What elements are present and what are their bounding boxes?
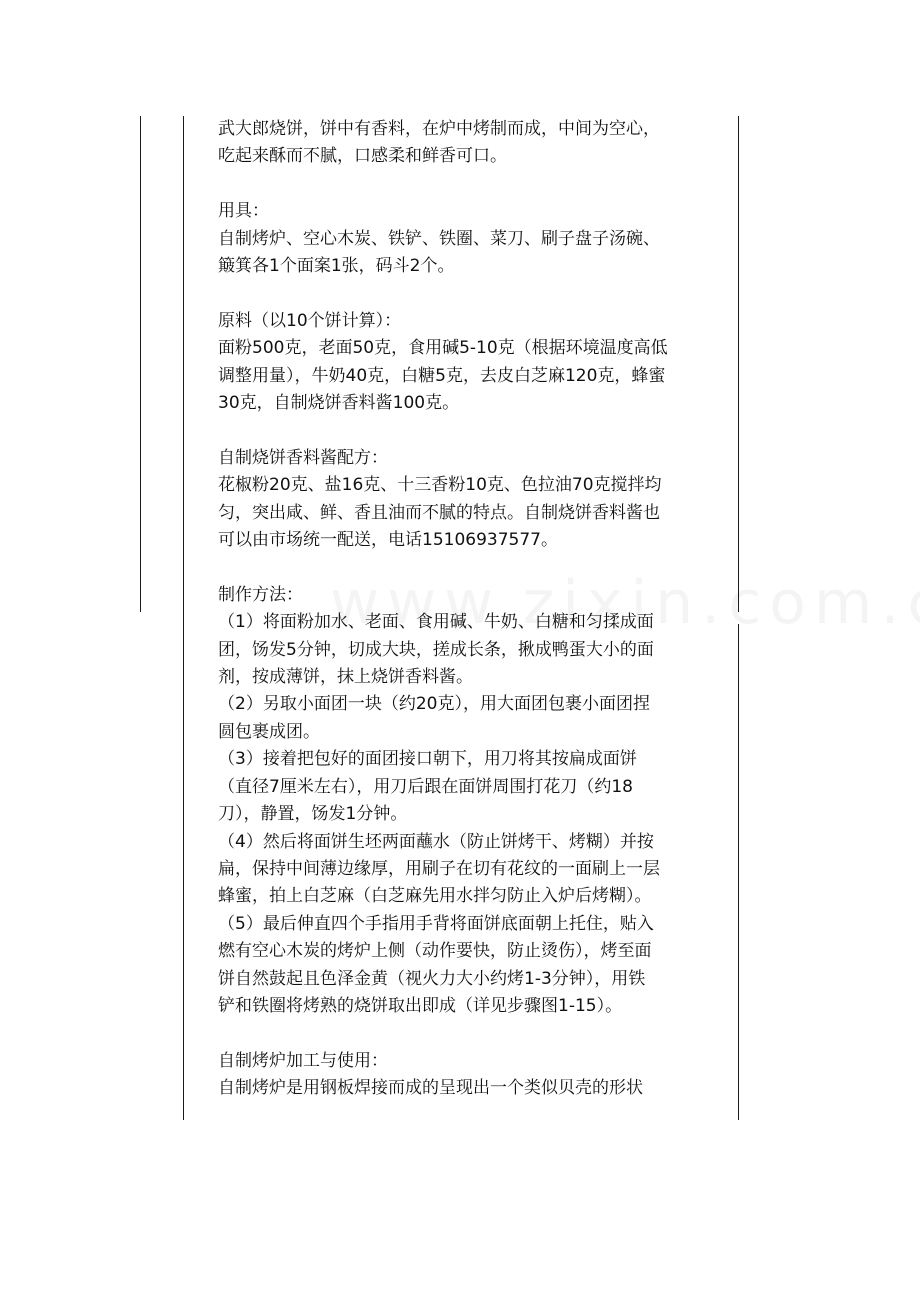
sauce-heading: 自制烧饼香料酱配方： [218, 447, 388, 468]
intro-line: 武大郎烧饼，饼中有香料，在炉中烤制而成，中间为空心， [218, 119, 660, 139]
method-step-line: （2）另取小面团一块（约20克），用大面团包裹小面团捏 [218, 694, 650, 715]
method-step-line: 圆包裹成团。 [218, 721, 320, 742]
method-step-line: 剂，按成薄饼，抹上烧饼香料酱。 [218, 667, 473, 688]
table-border-right-lower [738, 624, 739, 1120]
method-heading: 制作方法： [218, 584, 303, 605]
table-border-left-outer [140, 116, 141, 612]
method-step-line: （直径7厘米左右），用刀后跟在面饼周围打花刀（约18 [218, 776, 633, 797]
ingredients-line: 调整用量），牛奶40克，白糖5克，去皮白芝麻120克，蜂蜜 [218, 365, 666, 386]
tools-line: 自制烤炉、空心木炭、铁铲、铁圈、菜刀、刷子盘子汤碗、 [218, 228, 660, 249]
sauce-line: 可以由市场统一配送，电话15106937577。 [218, 530, 558, 551]
method-step-line: 刀），静置，饧发1分钟。 [218, 804, 408, 825]
method-step-line: 团，饧发5分钟，切成大块，搓成长条，揪成鸭蛋大小的面 [218, 639, 654, 660]
ingredients-line: 30克，自制烧饼香料酱100克。 [218, 393, 460, 414]
method-step-line: 燃有空心木炭的烤炉上侧（动作要快，防止烫伤），烤至面 [218, 941, 652, 962]
ingredients-line: 面粉500克，老面50克，食用碱5-10克（根据环境温度高低 [218, 338, 668, 359]
table-border-left-inner [183, 116, 184, 1120]
ingredients-heading: 原料（以10个饼计算）： [218, 310, 402, 331]
tools-heading: 用具： [218, 201, 269, 222]
recipe-body [218, 116, 718, 1103]
oven-heading: 自制烤炉加工与使用： [218, 1050, 388, 1071]
intro-line: 吃起来酥而不腻，口感柔和鲜香可口。 [218, 146, 507, 167]
sauce-line: 匀，突出咸、鲜、香且油而不腻的特点。自制烧饼香料酱也 [218, 502, 660, 523]
method-step-line: 铲和铁圈将烤熟的烧饼取出即成（详见步骤图1-15）。 [218, 995, 623, 1016]
method-step-line: 饼自然鼓起且色泽金黄（视火力大小约烤1-3分钟），用铁 [218, 968, 646, 989]
method-step-line: 扁，保持中间薄边缘厚，用刷子在切有花纹的一面刷上一层 [218, 858, 660, 879]
method-step-line: （4）然后将面饼生坯两面蘸水（防止饼烤干、烤糊）并按 [218, 831, 654, 852]
method-step-line: （1）将面粉加水、老面、食用碱、牛奶、白糖和匀揉成面 [218, 612, 654, 633]
sauce-line: 花椒粉20克、盐16克、十三香粉10克、色拉油70克搅拌均 [218, 475, 662, 496]
tools-line: 簸箕各1个面案1张，码斗2个。 [218, 256, 455, 277]
method-step-line: （5）最后伸直四个手指用手背将面饼底面朝上托住，贴入 [218, 913, 654, 934]
table-border-right [738, 116, 739, 612]
oven-line: 自制烤炉是用钢板焊接而成的呈现出一个类似贝壳的形状 [218, 1078, 643, 1099]
method-step-line: 蜂蜜，拍上白芝麻（白芝麻先用水拌匀防止入炉后烤糊）。 [218, 886, 652, 907]
method-step-line: （3）接着把包好的面团接口朝下，用刀将其按扁成面饼 [218, 749, 637, 770]
